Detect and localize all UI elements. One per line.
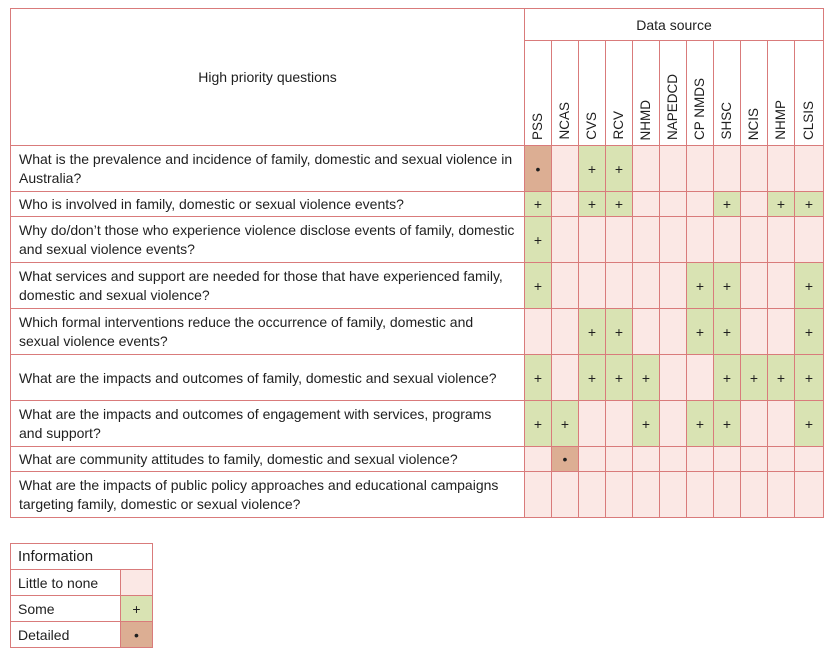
table-row bbox=[11, 146, 824, 192]
source-cell-none bbox=[633, 447, 660, 472]
source-cell-none bbox=[552, 355, 579, 401]
some-plus: + bbox=[587, 196, 597, 212]
source-cell-some bbox=[795, 309, 824, 355]
detailed-dot: • bbox=[562, 451, 568, 467]
source-cell-none bbox=[768, 146, 795, 192]
source-cell-none bbox=[795, 447, 824, 472]
question-text: What services and support are needed for those that have experienced family, domestic and sexual violence? bbox=[11, 263, 525, 309]
source-cell-none bbox=[552, 146, 579, 192]
some-plus: + bbox=[587, 323, 597, 340]
source-cell-none bbox=[633, 217, 660, 263]
some-plus: + bbox=[695, 415, 705, 432]
source-cell-none bbox=[525, 472, 552, 518]
table-row bbox=[11, 309, 824, 355]
source-cell-none bbox=[579, 447, 606, 472]
source-cell-none bbox=[687, 447, 714, 472]
some-plus: + bbox=[722, 369, 732, 386]
some-plus: + bbox=[695, 277, 705, 294]
source-cell-some bbox=[741, 355, 768, 401]
source-cell-some bbox=[606, 192, 633, 217]
table-row bbox=[11, 217, 824, 263]
source-cell-none bbox=[660, 192, 687, 217]
source-cell-none bbox=[687, 146, 714, 192]
source-cell-some bbox=[606, 355, 633, 401]
table-row bbox=[11, 472, 824, 518]
source-cell-none bbox=[687, 472, 714, 518]
source-cell-some bbox=[633, 355, 660, 401]
information-legend bbox=[10, 543, 153, 648]
source-cell-none bbox=[660, 447, 687, 472]
some-plus: + bbox=[533, 277, 543, 294]
source-cell-none bbox=[741, 309, 768, 355]
some-plus: + bbox=[804, 415, 814, 432]
source-cell-none bbox=[768, 217, 795, 263]
question-text: What are the impacts of public policy approaches and educational campaigns targeting family, domestic or sexual violence? bbox=[11, 472, 525, 518]
source-cell-none bbox=[552, 309, 579, 355]
legend-label: Detailed bbox=[11, 622, 121, 648]
source-cell-none bbox=[552, 263, 579, 309]
source-cell-none bbox=[687, 192, 714, 217]
source-cell-some bbox=[795, 355, 824, 401]
source-cell-none bbox=[660, 217, 687, 263]
source-cell-none bbox=[579, 263, 606, 309]
source-cell-some bbox=[795, 263, 824, 309]
some-plus: + bbox=[533, 369, 543, 386]
some-plus: + bbox=[722, 196, 732, 212]
source-cell-none bbox=[633, 309, 660, 355]
source-cell-some bbox=[525, 401, 552, 447]
source-cell-some bbox=[606, 146, 633, 192]
some-plus: + bbox=[722, 323, 732, 340]
source-cell-some bbox=[579, 309, 606, 355]
source-cell-some bbox=[687, 309, 714, 355]
source-cell-none bbox=[768, 472, 795, 518]
legend-label: Some bbox=[11, 596, 121, 622]
source-cell-none bbox=[795, 472, 824, 518]
source-cell-none bbox=[660, 472, 687, 518]
question-text: What are the impacts and outcomes of family, domestic and sexual violence? bbox=[11, 355, 525, 401]
some-plus: + bbox=[641, 369, 651, 386]
question-text: Why do/don’t those who experience violence disclose events of family, domestic and sexual violence events? bbox=[11, 217, 525, 263]
source-cell-none bbox=[660, 309, 687, 355]
source-code: NHMP bbox=[768, 41, 795, 146]
source-cell-none bbox=[606, 217, 633, 263]
some-plus: + bbox=[614, 160, 624, 177]
source-cell-none bbox=[660, 355, 687, 401]
source-cell-some bbox=[714, 401, 741, 447]
some-plus: + bbox=[804, 277, 814, 294]
question-text: What are community attitudes to family, domestic and sexual violence? bbox=[11, 447, 525, 472]
some-plus: + bbox=[587, 160, 597, 177]
source-cell-none bbox=[606, 263, 633, 309]
legend-label: Little to none bbox=[11, 570, 121, 596]
some-plus: + bbox=[722, 415, 732, 432]
source-cell-none bbox=[660, 401, 687, 447]
source-cell-some bbox=[552, 401, 579, 447]
some-plus: + bbox=[804, 323, 814, 340]
source-cell-some bbox=[606, 309, 633, 355]
some-plus: + bbox=[587, 369, 597, 386]
table-row bbox=[11, 192, 824, 217]
source-cell-none bbox=[579, 217, 606, 263]
table-row bbox=[11, 355, 824, 401]
source-cell-some bbox=[768, 355, 795, 401]
source-cell-detailed bbox=[525, 146, 552, 192]
source-code: NCIS bbox=[741, 41, 768, 146]
source-cell-detailed bbox=[552, 447, 579, 472]
source-cell-none bbox=[660, 146, 687, 192]
some-plus: + bbox=[749, 369, 759, 386]
source-cell-none bbox=[714, 217, 741, 263]
source-cell-none bbox=[552, 472, 579, 518]
some-plus: + bbox=[804, 196, 814, 212]
source-cell-none bbox=[606, 447, 633, 472]
legend-swatch-some: + bbox=[121, 596, 153, 622]
source-cell-none bbox=[633, 263, 660, 309]
source-cell-none bbox=[741, 146, 768, 192]
source-cell-none bbox=[741, 217, 768, 263]
source-cell-some bbox=[579, 192, 606, 217]
source-cell-some bbox=[795, 401, 824, 447]
source-code: RCV bbox=[606, 41, 633, 146]
source-cell-some bbox=[714, 192, 741, 217]
source-cell-none bbox=[660, 263, 687, 309]
detailed-dot: • bbox=[535, 160, 541, 177]
source-cell-none bbox=[579, 401, 606, 447]
source-cell-none bbox=[633, 146, 660, 192]
source-cell-none bbox=[552, 217, 579, 263]
some-plus: + bbox=[641, 415, 651, 432]
source-cell-none bbox=[714, 447, 741, 472]
legend-swatch-none bbox=[121, 570, 153, 596]
source-cell-some bbox=[525, 263, 552, 309]
priority-questions-table bbox=[10, 8, 824, 518]
high-priority-questions-header: High priority questions bbox=[11, 9, 525, 146]
table-row bbox=[11, 401, 824, 447]
source-cell-none bbox=[741, 263, 768, 309]
source-cell-some bbox=[687, 401, 714, 447]
source-cell-none bbox=[714, 472, 741, 518]
source-cell-some bbox=[795, 192, 824, 217]
source-cell-none bbox=[768, 401, 795, 447]
table-row bbox=[11, 447, 824, 472]
some-plus: + bbox=[614, 369, 624, 386]
source-cell-some bbox=[579, 355, 606, 401]
question-text: Which formal interventions reduce the occurrence of family, domestic and sexual violence events? bbox=[11, 309, 525, 355]
source-cell-none bbox=[741, 192, 768, 217]
source-code: PSS bbox=[525, 41, 552, 146]
some-plus: + bbox=[776, 369, 786, 386]
source-code: SHSC bbox=[714, 41, 741, 146]
source-code: CP NMDS bbox=[687, 41, 714, 146]
source-cell-none bbox=[687, 217, 714, 263]
source-cell-some bbox=[768, 192, 795, 217]
source-cell-some bbox=[525, 355, 552, 401]
some-plus: + bbox=[560, 415, 570, 432]
source-cell-none bbox=[741, 447, 768, 472]
legend-swatch-detailed: • bbox=[121, 622, 153, 648]
source-cell-none bbox=[606, 472, 633, 518]
source-code: CLSIS bbox=[795, 41, 824, 146]
source-cell-some bbox=[714, 355, 741, 401]
source-cell-none bbox=[525, 309, 552, 355]
some-plus: + bbox=[533, 415, 543, 432]
source-cell-none bbox=[768, 263, 795, 309]
some-plus: + bbox=[695, 323, 705, 340]
question-text: What is the prevalence and incidence of family, domestic and sexual violence in Australia? bbox=[11, 146, 525, 192]
source-cell-none bbox=[633, 192, 660, 217]
source-cell-none bbox=[795, 217, 824, 263]
data-source-header: Data source bbox=[525, 9, 824, 41]
some-plus: + bbox=[722, 277, 732, 294]
source-cell-none bbox=[741, 472, 768, 518]
source-cell-none bbox=[633, 472, 660, 518]
source-cell-some bbox=[714, 263, 741, 309]
some-plus: + bbox=[533, 196, 543, 212]
source-cell-none bbox=[606, 401, 633, 447]
source-cell-none bbox=[552, 192, 579, 217]
some-plus: + bbox=[776, 196, 786, 212]
source-cell-none bbox=[768, 447, 795, 472]
source-code: NAPEDCD bbox=[660, 41, 687, 146]
source-cell-none bbox=[741, 401, 768, 447]
some-plus: + bbox=[533, 231, 543, 248]
source-cell-none bbox=[525, 447, 552, 472]
source-code: CVS bbox=[579, 41, 606, 146]
source-code: NCAS bbox=[552, 41, 579, 146]
source-cell-some bbox=[525, 192, 552, 217]
source-cell-some bbox=[687, 263, 714, 309]
question-text: What are the impacts and outcomes of engagement with services, programs and support? bbox=[11, 401, 525, 447]
source-cell-some bbox=[714, 309, 741, 355]
source-cell-some bbox=[633, 401, 660, 447]
table-row bbox=[11, 263, 824, 309]
source-cell-none bbox=[579, 472, 606, 518]
source-cell-some bbox=[579, 146, 606, 192]
question-text: Who is involved in family, domestic or sexual violence events? bbox=[11, 192, 525, 217]
some-plus: + bbox=[614, 323, 624, 340]
source-cell-none bbox=[795, 146, 824, 192]
source-cell-none bbox=[768, 309, 795, 355]
legend-title: Information bbox=[11, 544, 153, 570]
source-code: NHMD bbox=[633, 41, 660, 146]
source-cell-none bbox=[687, 355, 714, 401]
some-plus: + bbox=[804, 369, 814, 386]
source-cell-some bbox=[525, 217, 552, 263]
some-plus: + bbox=[614, 196, 624, 212]
source-cell-none bbox=[714, 146, 741, 192]
